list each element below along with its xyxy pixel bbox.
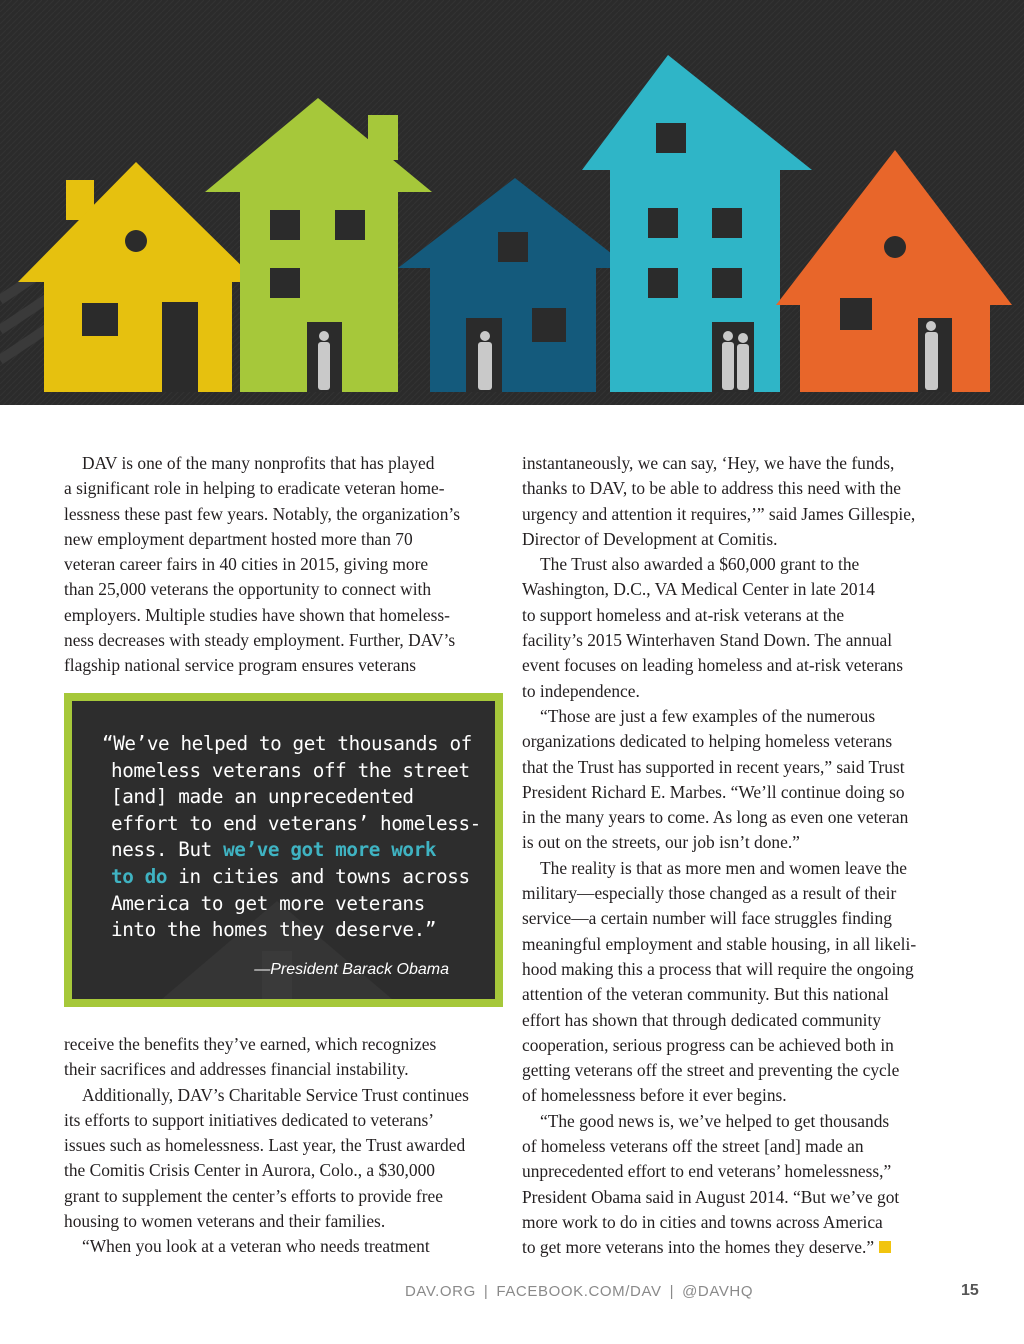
text-line: that the Trust has supported in recent years,” said Trust [522, 756, 905, 777]
article-paragraph [64, 1234, 504, 1259]
footer-separator: | [669, 1283, 675, 1300]
text-line: President Obama said in August 2014. “But we’ve got [522, 1186, 900, 1207]
article-column-right [522, 451, 962, 1261]
text-line: to support homeless and at-risk veterans at the [522, 604, 845, 625]
text-line: “The good news is, we’ve helped to get thousands [540, 1110, 890, 1131]
text-line: flagship national service program ensures veterans [64, 655, 417, 676]
page-number: 15 [961, 1282, 979, 1299]
text-line: a significant role in helping to eradicate veteran home- [64, 478, 445, 499]
text-line: unprecedented effort to end veterans’ homelessness,” [522, 1161, 892, 1182]
text-line: hood making this a process that will require the ongoing [522, 958, 914, 979]
pull-quote-line: [and] made an unprecedented [111, 785, 414, 809]
footer-facebook-link[interactable]: FACEBOOK.COM/DAV [496, 1283, 662, 1300]
article-paragraph [522, 856, 962, 1109]
text-line: military—especially those changed as a result of their [522, 883, 897, 904]
article-paragraph [522, 552, 962, 704]
pull-quote-box [64, 693, 503, 1007]
text-line: getting veterans off the street and preventing the cycle [522, 1060, 900, 1081]
text-line: DAV is one of the many nonprofits that has played [82, 453, 435, 473]
text-line: event focuses on leading homeless and at-risk veterans [522, 655, 904, 676]
pull-quote-text [102, 731, 481, 944]
text-line: to get more veterans into the homes they deserve.” [522, 1237, 875, 1258]
pull-quote-attribution: —President Barack Obama [254, 961, 449, 978]
text-line: to independence. [522, 680, 640, 701]
text-line: ness decreases with steady employment. Further, DAV’s [64, 630, 456, 651]
text-line: “Those are just a few examples of the numerous [540, 705, 876, 726]
text-line: “When you look at a veteran who needs treatment [82, 1236, 430, 1257]
text-line: than 25,000 veterans the opportunity to connect with [64, 579, 432, 600]
article-paragraph [64, 1083, 504, 1235]
text-line: The Trust also awarded a $60,000 grant to the [540, 554, 860, 575]
pull-quote-highlight: we’ve got more work [223, 838, 437, 862]
pull-quote-line: “We’ve helped to get thousands of [102, 732, 472, 755]
article-paragraph [522, 704, 962, 856]
article-paragraph [64, 1032, 504, 1083]
text-line: veteran career fairs in 40 cities in 2015, giving more [64, 554, 429, 575]
text-line: receive the benefits they’ve earned, which recognizes [64, 1034, 437, 1054]
text-line: service—a certain number will face struggles finding [522, 908, 892, 929]
pull-quote-line: homeless veterans off the street [111, 758, 470, 782]
end-of-article-square-icon [879, 1241, 891, 1253]
text-line: of homeless veterans off the street [and] made an [522, 1136, 864, 1157]
text-line: in the many years to come. As long as even one veteran [522, 807, 909, 828]
text-line: new employment department hosted more than 70 [64, 528, 413, 549]
text-line: lessness these past few years. Notably, the organization’s [64, 503, 461, 524]
text-line: meaningful employment and stable housing, in all likeli- [522, 933, 917, 954]
text-line: urgency and attention it requires,’” said James Gillespie, [522, 503, 916, 524]
pull-quote-fragment: in cities and towns across [167, 864, 470, 888]
hero-illustration [0, 0, 1024, 405]
article-paragraph [64, 451, 504, 679]
text-line: issues such as homelessness. Last year, the Trust awarded [64, 1135, 466, 1156]
article-column-left-bottom [64, 1032, 504, 1260]
footer-site-link[interactable]: DAV.ORG [405, 1283, 476, 1300]
article-paragraph [522, 451, 962, 552]
text-line: Director of Development at Comitis. [522, 528, 778, 549]
text-line: The reality is that as more men and women leave the [540, 857, 908, 878]
pull-quote-line: America to get more veterans [111, 891, 425, 915]
article-column-left-top [64, 451, 504, 679]
text-line: Additionally, DAV’s Charitable Service Trust continues [82, 1084, 469, 1105]
text-line: its efforts to support initiatives dedicated to veterans’ [64, 1109, 435, 1130]
text-line: employers. Multiple studies have shown that homeless- [64, 604, 450, 625]
pull-quote-line [102, 837, 472, 864]
houses-illustration [0, 0, 1024, 405]
text-line: more work to do in cities and towns across America [522, 1211, 883, 1232]
article-paragraph [522, 1109, 962, 1261]
text-line: thanks to DAV, to be able to address this need with the [522, 478, 901, 499]
page-footer [405, 1283, 753, 1300]
text-line: attention of the veteran community. But this national [522, 984, 889, 1005]
footer-twitter-link[interactable]: @DAVHQ [682, 1283, 754, 1300]
pull-quote-highlight: to do [111, 864, 168, 888]
pull-quote-line [102, 864, 472, 891]
text-line: cooperation, serious progress can be achieved both in [522, 1034, 894, 1055]
footer-separator: | [483, 1283, 489, 1300]
text-line: their sacrifices and addresses financial instability. [64, 1059, 409, 1080]
text-line: is out on the streets, our job isn’t done.” [522, 832, 800, 853]
text-line: organizations dedicated to helping homeless veterans [522, 731, 893, 752]
text-line: grant to supplement the center’s efforts to provide free [64, 1185, 443, 1206]
text-line: effort has shown that through dedicated community [522, 1009, 882, 1030]
pull-quote-line: effort to end veterans’ homeless- [111, 811, 481, 835]
text-line: instantaneously, we can say, ‘Hey, we have the funds, [522, 453, 895, 473]
text-line: the Comitis Crisis Center in Aurora, Colo., a $30,000 [64, 1160, 435, 1181]
text-line: housing to women veterans and their families. [64, 1211, 386, 1232]
text-line: President Richard E. Marbes. “We’ll continue doing so [522, 781, 905, 802]
text-line: facility’s 2015 Winterhaven Stand Down. The annual [522, 630, 893, 651]
pull-quote-line: into the homes they deserve.” [111, 918, 437, 942]
pull-quote-fragment: ness. But [111, 838, 224, 862]
text-line: Washington, D.C., VA Medical Center in late 2014 [522, 579, 875, 600]
text-line: of homelessness before it ever begins. [522, 1085, 787, 1106]
